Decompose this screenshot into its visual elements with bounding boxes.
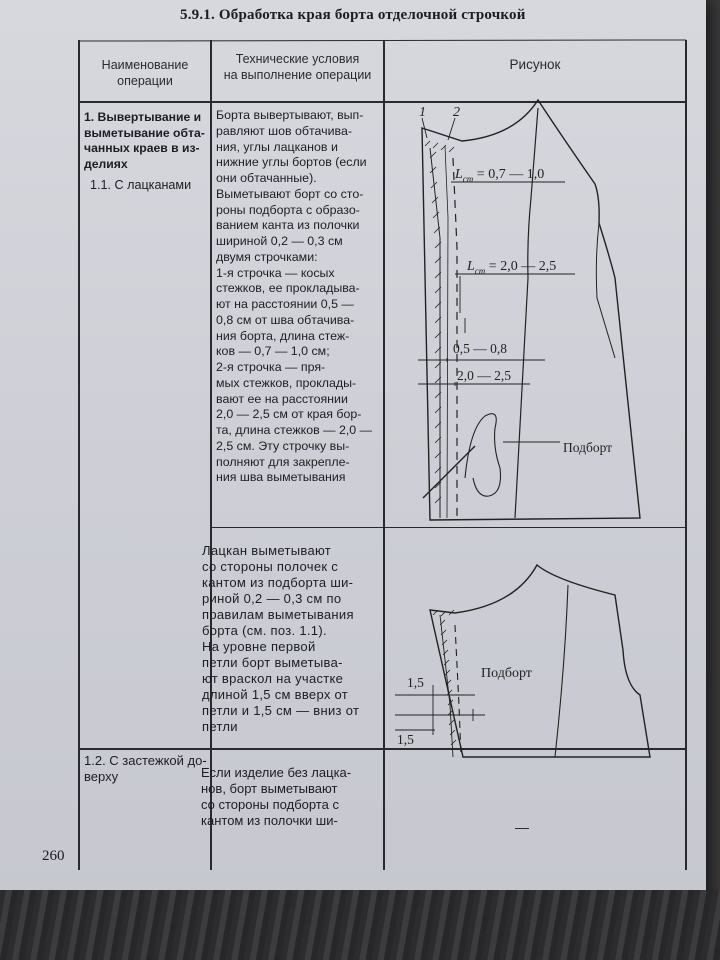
page-number: 260 <box>42 848 65 864</box>
leader-2 <box>448 118 455 140</box>
figure-front-lapel-detail <box>385 535 685 755</box>
header-figure: Рисунок <box>509 57 561 72</box>
fig1-num-1: 1 <box>419 105 426 120</box>
dim-label-1: 0,5 — 0,8 <box>453 341 507 356</box>
table-left-border <box>78 40 80 870</box>
operation-subname-1-1: 1.1. С лацканами <box>90 178 192 192</box>
table-right-border <box>685 40 687 870</box>
conditions-lapel: Лацкан выметывают со стороны полочек с кантом из подборта ши- риной 0,2 — 0,3 см по правилам выметывания борта (см. поз. 1.1). На уровне первой петли борт выметыва- ют враскол на участке длиной 1,5 см вверх от петли и 1,5 см — вниз от петли <box>202 543 360 734</box>
col-divider-1 <box>210 40 212 870</box>
section-title: 5.9.1. Обработка края борта отделочной строчкой <box>180 7 526 23</box>
podbort-label-1: Подборт <box>563 440 613 455</box>
dim-label-2: 2,0 — 2,5 <box>457 368 511 383</box>
figure-empty-dash: — <box>515 819 529 835</box>
needle <box>423 446 475 498</box>
facing-line-2 <box>555 585 568 757</box>
table-top-border <box>78 39 686 41</box>
figure-front-with-lapel <box>385 98 685 528</box>
operation-name-1: 1. Вывертывание и выметывание обта- чанных краев в из- делиях <box>84 110 205 171</box>
edge-seam-2 <box>445 146 448 518</box>
front-outline <box>422 100 640 520</box>
lst-label-2: $L_{ст} = 2,0$ — 2,5 <box>467 259 557 276</box>
lst-label-1: $L_{ст} = 0,7$ — 1,0 <box>455 167 545 184</box>
operation-subname-1-2: 1.2. С застежкой до- верху <box>84 753 207 784</box>
dim-label-top: 1,5 <box>407 675 424 690</box>
conditions-1-2: Если изделие без лацка- нов, борт выметывают со стороны подборта с кантом из полочки ши- <box>201 765 352 828</box>
hand-sketch <box>465 414 501 496</box>
conditions-1-1: Борта вывертывают, вып- равляют шов обтачива- ния, углы лацканов и нижние углы бортов (если они обтачанные). Выметывают борт со сто- роны подборта с образо- ванием канта из полочки шириной 0,2 — 0,3 см двумя строчками: 1-я строчка — косых стежков, ее прокладыва- ют на расстоянии 0,5 — 0,8 см от шва обтачива- ния борта, длина стеж- ков — 0,7 — 1,0 см; 2-я строчка — пря- мых стежков, проклады- вают ее на расстоянии 2,0 — 2,5 см от края бор- та, длина стежков — 2,0 — 2,5 см. Эту строчку вы- полняют для закрепле- ния шва выметывания <box>216 108 373 485</box>
background-fabric <box>0 890 720 960</box>
dim-label-bottom: 1,5 <box>397 732 414 747</box>
header-operation-name: Наименование операции <box>101 58 189 88</box>
edge-seam <box>430 148 440 518</box>
dim-line-2a <box>395 685 485 735</box>
podbort-label-2: Подборт <box>481 666 532 681</box>
edge-hatching <box>430 152 441 503</box>
front-outline-2 <box>430 565 650 757</box>
top-hatching <box>425 141 454 152</box>
header-technical-conditions: Технические условия на выполнение операции <box>223 52 372 82</box>
fig1-num-2: 2 <box>453 105 460 120</box>
